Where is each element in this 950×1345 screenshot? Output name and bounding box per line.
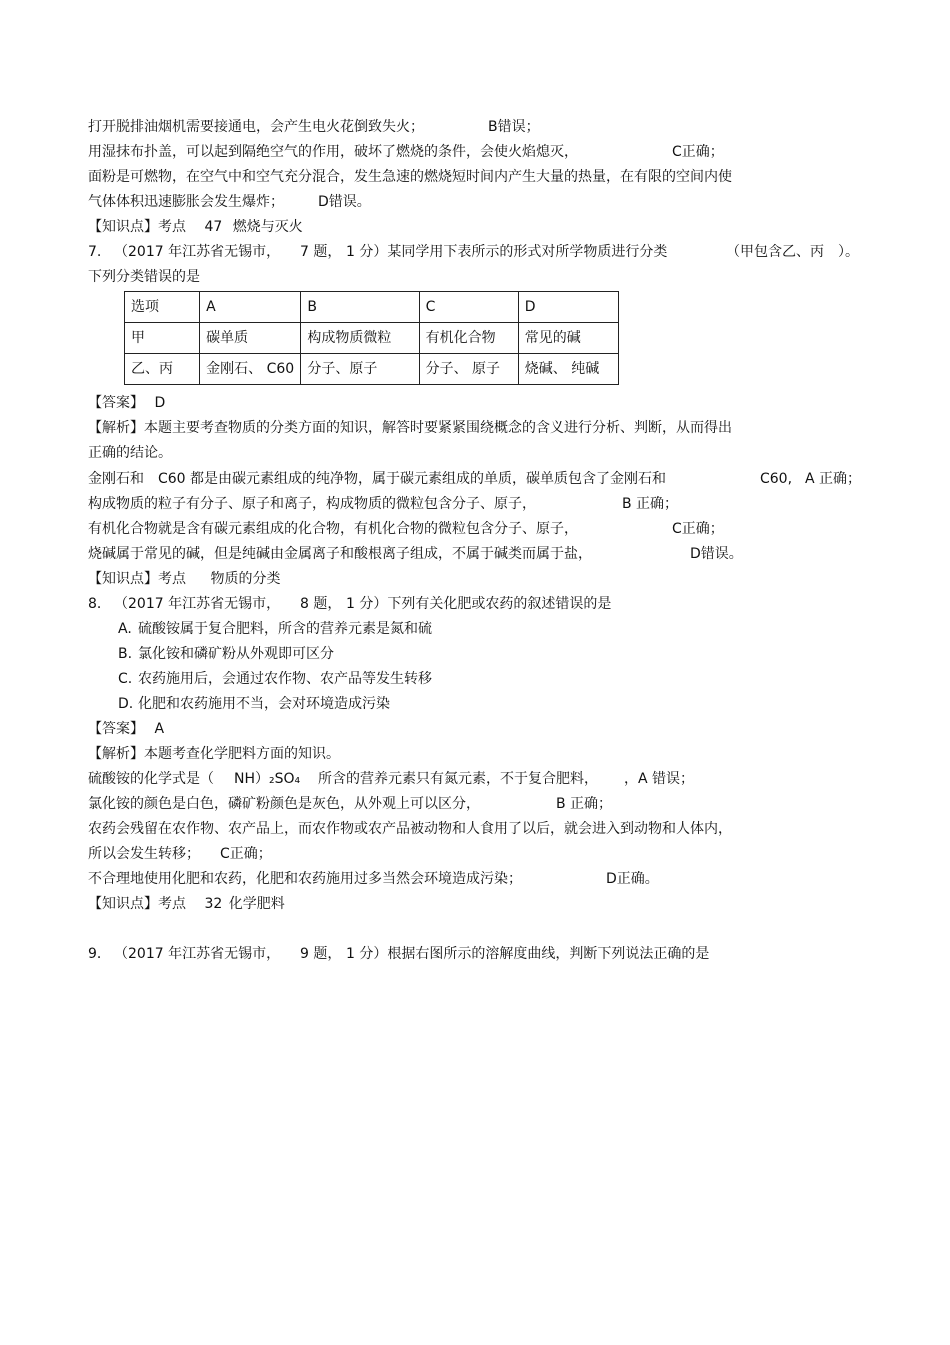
table-cell: 选项: [125, 292, 200, 323]
table-cell: A: [200, 292, 301, 323]
q8-option-d: [118, 695, 390, 713]
q6-verdict-b: B错误；: [488, 119, 540, 135]
table-cell: 常见的碱: [518, 323, 618, 354]
q7-verdict-a: A 正确；: [805, 471, 862, 487]
table-cell: 甲: [125, 323, 200, 354]
q7-paren-end: ）。: [838, 244, 859, 260]
q8-stem: 1 分）下列有关化肥或农药的叙述错误的是: [346, 596, 612, 612]
answer-label: 【答案】: [88, 395, 144, 411]
q6-line-4: 气体体积迅速膨胀会发生爆炸；: [88, 194, 284, 210]
option-letter: D.: [118, 696, 134, 712]
answer-value: A: [154, 721, 165, 737]
q8-point-b: 氯化铵的颜色是白色，磷矿粉颜色是灰色，从外观上可以区分，: [88, 796, 480, 812]
q8-number: 8．: [88, 596, 111, 612]
knowledge-label: 【知识点】考点: [88, 896, 186, 912]
knowledge-topic: 燃烧与灭火: [232, 219, 303, 235]
q9-number: 9．: [88, 946, 111, 962]
q7-question-no: 7 题，: [300, 244, 342, 260]
table-cell: 有机化合物: [419, 323, 518, 354]
q7-analysis-1: 【解析】本题主要考查物质的分类方面的知识，解答时要紧紧围绕概念的含义进行分析、判断，从而得出: [88, 420, 732, 436]
q7-paren: （甲包含乙、丙: [726, 244, 824, 260]
q8-source: （2017 年江苏省无锡市，: [114, 596, 281, 612]
q8-verdict-d: D正确。: [606, 871, 659, 887]
table-row: [125, 354, 619, 385]
table-cell: 碳单质: [200, 323, 301, 354]
q7-point-d: 烧碱属于常见的碱，但是纯碱由金属离子和酸根离子组成，不属于碱类而属于盐，: [88, 546, 592, 562]
option-letter: B.: [118, 646, 133, 662]
q7-verdict-c: C正确；: [672, 521, 724, 537]
table-row: [125, 292, 619, 323]
classification-table: [124, 291, 619, 385]
q8-point-c-1: 农药会残留在农作物、农产品上，而农作物或农产品被动物和人食用了以后，就会进入到动物和人体内，: [88, 821, 732, 837]
q8-question-no: 8 题，: [300, 596, 342, 612]
table-cell: 分子、 原子: [419, 354, 518, 385]
table-cell: 构成物质微粒: [301, 323, 419, 354]
q6-verdict-d: D错误。: [318, 194, 371, 210]
q6-knowledge: [88, 218, 303, 236]
table-cell: 分子、原子: [301, 354, 419, 385]
q8-answer: [88, 720, 164, 738]
q8-analysis: 【解析】本题考查化学肥料方面的知识。: [88, 746, 340, 762]
q9-source: （2017 年江苏省无锡市，: [114, 946, 281, 962]
q7-source: （2017 年江苏省无锡市，: [114, 244, 281, 260]
q8-point-d: 不合理地使用化肥和农药，化肥和农药施用过多当然会环境造成污染；: [88, 871, 522, 887]
q8-verdict-a: ，A 错误；: [624, 771, 695, 787]
table-cell: 金刚石、 C60: [200, 354, 301, 385]
knowledge-number: 32: [204, 896, 223, 912]
option-text: 农药施用后，会通过农作物、农产品等发生转移: [138, 671, 432, 687]
knowledge-topic: 物质的分类: [210, 571, 281, 587]
q7-analysis-2: 正确的结论。: [88, 445, 172, 461]
q8-option-a: [118, 620, 432, 638]
q7-verdict-d: D错误。: [690, 546, 743, 562]
table-cell: B: [301, 292, 419, 323]
q8-option-c: [118, 670, 432, 688]
table-cell: 烧碱、 纯碱: [518, 354, 618, 385]
q8-knowledge: [88, 895, 285, 913]
knowledge-label: 【知识点】考点: [88, 219, 186, 235]
q6-line-1: [88, 118, 424, 136]
q7-point-c: 有机化合物就是含有碳元素组成的化合物，有机化合物的微粒包含分子、原子，: [88, 521, 578, 537]
answer-label: 【答案】: [88, 721, 144, 737]
table-cell: D: [518, 292, 618, 323]
q7-stem: 1 分）某同学用下表所示的形式对所学物质进行分类: [346, 244, 668, 260]
q8-verdict-c: C正确；: [220, 846, 272, 862]
q7-number: 7.: [88, 244, 102, 260]
option-text: 硫酸铵属于复合肥料，所含的营养元素是氮和硫: [138, 621, 432, 637]
q7-verdict-b: B 正确；: [622, 496, 679, 512]
knowledge-topic: 化学肥料: [228, 896, 285, 912]
q8-point-c-2: 所以会发生转移；: [88, 846, 200, 862]
q6-verdict-c: C正确；: [672, 144, 724, 160]
q9-question-no: 9 题，: [300, 946, 342, 962]
q8-formula: NH）₂SO₄: [234, 771, 301, 787]
table-row: [125, 323, 619, 354]
option-text: 氯化铵和磷矿粉从外观即可区分: [138, 646, 334, 662]
q7-stem-line-2: 下列分类错误的是: [88, 269, 200, 285]
knowledge-number: 47: [204, 219, 223, 235]
q7-answer: [88, 394, 165, 412]
q6-line-1-text: 打开脱排油烟机需要接通电，会产生电火花倒致失火；: [88, 119, 424, 135]
q8-point-a-rest: 所含的营养元素只有氮元素，不于复合肥料，: [318, 771, 598, 787]
q6-line-3: 面粉是可燃物，在空气中和空气充分混合，发生急速的燃烧短时间内产生大量的热量，在有限的空间内使: [88, 169, 732, 185]
answer-value: D: [154, 395, 166, 411]
q8-option-b: [118, 645, 334, 663]
q8-verdict-b: B 正确；: [556, 796, 613, 812]
q8-point-a: 硫酸铵的化学式是（: [88, 771, 214, 787]
q7-point-b: 构成物质的粒子有分子、原子和离子，构成物质的微粒包含分子、原子，: [88, 496, 536, 512]
table-cell: C: [419, 292, 518, 323]
q9-stem: 1 分）根据右图所示的溶解度曲线，判断下列说法正确的是: [346, 946, 710, 962]
q7-knowledge: [88, 570, 280, 588]
knowledge-label: 【知识点】考点: [88, 571, 186, 587]
option-letter: A.: [118, 621, 132, 637]
option-text: 化肥和农药施用不当，会对环境造成污染: [138, 696, 390, 712]
option-letter: C.: [118, 671, 133, 687]
q6-line-2: 用湿抹布扑盖，可以起到隔绝空气的作用，破坏了燃烧的条件，会使火焰熄灭，: [88, 144, 578, 160]
q7-point-a: 金刚石和 C60 都是由碳元素组成的纯净物，属于碳元素组成的单质，碳单质包含了金刚石和: [88, 471, 667, 487]
table-cell: 乙、丙: [125, 354, 200, 385]
q7-point-a-tail: C60,: [760, 471, 793, 487]
